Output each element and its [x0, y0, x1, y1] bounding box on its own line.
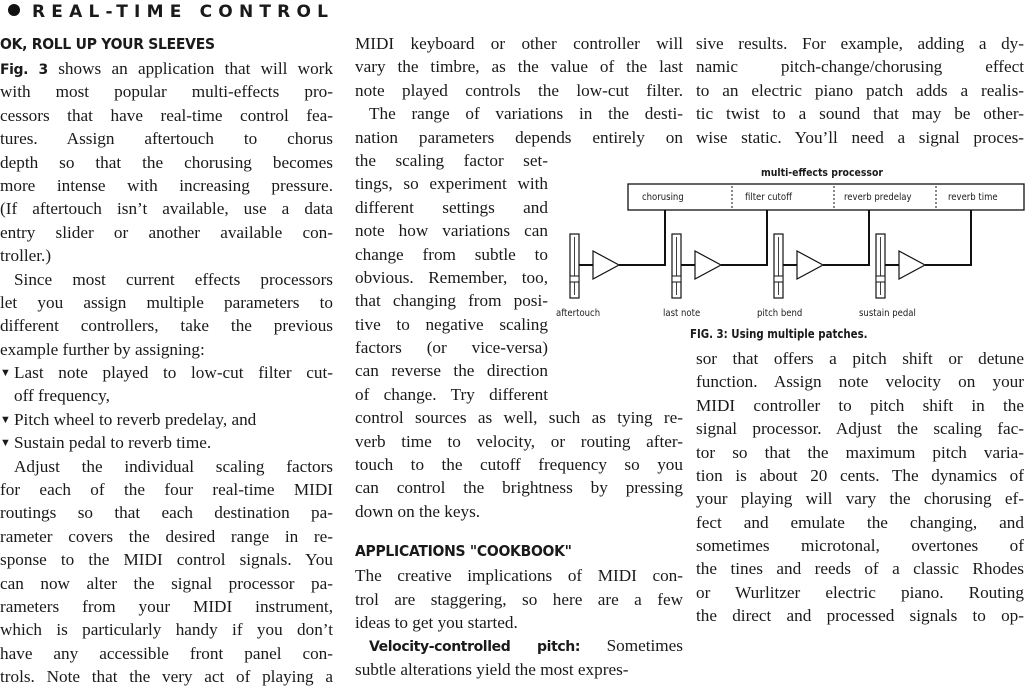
- text-line: depth so that the chorusing becomes: [0, 152, 333, 172]
- column-2: [355, 32, 683, 681]
- text-line: your playing will vary the chorusing ef-: [696, 489, 1024, 509]
- triangle-bullet-icon: ▼: [0, 367, 11, 380]
- text-span: shows an application that will work: [47, 59, 333, 78]
- param-label: reverb time: [948, 192, 998, 203]
- text-line: sor that offers a pitch shift or detune: [696, 348, 1024, 368]
- text-line: function. Assign note velocity on your: [696, 372, 1024, 392]
- text-line: [355, 634, 683, 657]
- text-line: can control the brightness by pressing: [355, 478, 683, 498]
- text-line: [0, 57, 333, 80]
- text-span: Pitch wheel to reverb predelay, and: [14, 409, 257, 429]
- signal-line: [823, 210, 869, 265]
- controller-label: last note: [663, 308, 701, 319]
- text-line: can now alter the signal processor pa-: [0, 573, 333, 593]
- text-line: Since most current effects processors: [14, 269, 333, 289]
- signal-line: [925, 210, 971, 265]
- text-line: nation parameters depends entirely on: [355, 127, 683, 147]
- text-line: to an electric piano patch adds a realis-: [696, 80, 1024, 100]
- text-line: with most popular multi-effects pro-: [0, 82, 333, 102]
- bullet-continuation: [0, 384, 333, 407]
- fader-knob: [876, 276, 885, 282]
- bullet-dot-icon: [8, 4, 20, 16]
- text-line: trols. Note that the very act of playing a: [0, 667, 333, 687]
- text-line: the scaling factor set-: [355, 150, 548, 170]
- bullet-item: [0, 408, 333, 431]
- text-line: that changing from posi-: [355, 291, 548, 311]
- text-line: obvious. Remember, too,: [355, 267, 548, 287]
- text-line: more intense with increasing pressure.: [0, 175, 333, 195]
- text-span: off frequency,: [14, 386, 110, 406]
- text-line: control sources as well, such as tying re-: [355, 408, 683, 428]
- amplifier-triangle-icon: [899, 251, 925, 279]
- text-line: The creative implications of MIDI con-: [355, 566, 683, 586]
- controller-label: sustain pedal: [859, 308, 916, 319]
- text-line: can reverse the direction: [355, 361, 548, 381]
- bullet-item: [0, 361, 333, 384]
- text-line: rameters from your MIDI instrument,: [0, 596, 333, 616]
- text-line: trol are staggering, so here are a few: [355, 589, 683, 609]
- text-line: of change. Try different: [355, 384, 548, 404]
- bullet-item: [0, 431, 333, 454]
- param-label: filter cutoff: [745, 192, 792, 203]
- signal-line: [721, 210, 767, 265]
- text-line: have any accessible front panel con-: [0, 643, 333, 663]
- figure-reference: Fig. 3: [0, 62, 48, 78]
- triangle-bullet-icon: ▼: [0, 413, 11, 426]
- triangle-bullet-icon: ▼: [0, 437, 11, 450]
- text-span: Last note played to low-cut filter cut-: [14, 363, 333, 383]
- text-line: MIDI controller to pitch shift in the: [696, 395, 1024, 415]
- text-line: touch to the cutoff frequency so you: [355, 455, 683, 475]
- text-line: verb time to velocity, or routing after-: [355, 431, 683, 451]
- text-line: ideas to get you started.: [355, 612, 518, 632]
- text-line: troller.): [0, 246, 52, 266]
- text-line: vary the timbre, as the value of the last: [355, 57, 683, 77]
- text-line: wise static. You’ll need a signal proces-: [696, 127, 1024, 147]
- text-line: change from subtle to: [355, 244, 548, 264]
- text-line: namic pitch-change/chorusing effect: [696, 57, 1024, 77]
- amplifier-triangle-icon: [797, 251, 823, 279]
- text-line: tive to negative scaling: [355, 314, 548, 334]
- column-1: [0, 32, 333, 689]
- text-line: (If aftertouch isn’t available, use a data: [0, 199, 333, 219]
- text-line: sponse to the MIDI control signals. You: [0, 550, 333, 570]
- text-line: note how variations can: [355, 221, 548, 241]
- text-line: tor so that the maximum pitch varia-: [696, 442, 1024, 462]
- amplifier-triangle-icon: [593, 251, 619, 279]
- param-label: chorusing: [642, 192, 684, 203]
- text-line: MIDI keyboard or other controller will: [355, 34, 683, 53]
- heading-roll-up: OK, ROLL UP YOUR SLEEVES: [0, 35, 215, 53]
- text-line: down on the keys.: [355, 501, 481, 521]
- text-line: signal processor. Adjust the scaling fac-: [696, 419, 1024, 439]
- text-span: Sustain pedal to reverb time.: [14, 433, 212, 453]
- param-label: reverb predelay: [844, 192, 912, 203]
- text-line: fect and emulate the changing, and: [696, 512, 1024, 532]
- text-line: entry slider or another available con-: [0, 222, 333, 242]
- text-line: sometimes microtonal, overtones of: [696, 536, 1024, 556]
- text-line: note played controls the low-cut filter.: [355, 80, 683, 100]
- text-line: or Wurlitzer electric piano. Routing: [696, 582, 1024, 602]
- text-line: the direct and processed signals to op-: [696, 606, 1024, 626]
- section-title: REAL-TIME CONTROL: [32, 2, 335, 22]
- figure-3: [550, 160, 1033, 345]
- text-line: rameter covers the desired range in re-: [0, 526, 333, 546]
- amplifier-triangle-icon: [695, 251, 721, 279]
- text-line: sive results. For example, adding a dy-: [696, 34, 1024, 53]
- text-line: routings so that each destination pa-: [0, 503, 333, 523]
- figure-caption: FIG. 3: Using multiple patches.: [690, 327, 868, 341]
- controller-label: pitch bend: [757, 308, 803, 319]
- text-line: different settings and: [355, 197, 548, 217]
- text-line: factors (or vice-versa): [355, 338, 548, 358]
- text-line: The range of variations in the desti-: [369, 104, 683, 124]
- runin-heading: Velocity-controlled pitch:: [369, 639, 581, 656]
- text-line: subtle alterations yield the most expres-: [355, 659, 629, 679]
- figure-title: multi-effects processor: [761, 166, 884, 179]
- text-line: tic twist to a sound that may be other-: [696, 104, 1024, 124]
- text-line: tures. Assign aftertouch to chorus: [0, 129, 333, 149]
- text-line: different controllers, take the previous: [0, 316, 333, 336]
- signal-line: [619, 210, 665, 265]
- text-line: for each of the four real-time MIDI: [0, 480, 333, 500]
- heading-cookbook: APPLICATIONS "COOKBOOK": [355, 542, 572, 561]
- text-line: example further by assigning:: [0, 339, 205, 359]
- text-line: tings, so experiment with: [355, 174, 548, 194]
- text-line: let you assign multiple parameters to: [0, 292, 333, 312]
- text-line: Adjust the individual scaling factors: [14, 456, 333, 476]
- fader-knob: [774, 276, 783, 282]
- controller-label: aftertouch: [556, 308, 601, 319]
- text-line: the tines and reeds of a classic Rhodes: [696, 559, 1024, 579]
- fader-knob: [672, 276, 681, 282]
- text-line: cessors that have real-time control fea-: [0, 105, 333, 125]
- text-line: which is particularly handy if you don’t: [0, 620, 333, 640]
- text-line: tion is about 20 cents. The dynamics of: [696, 465, 1024, 485]
- section-heading: [8, 2, 334, 22]
- text-span: Sometimes: [580, 636, 683, 656]
- fader-knob: [570, 276, 579, 282]
